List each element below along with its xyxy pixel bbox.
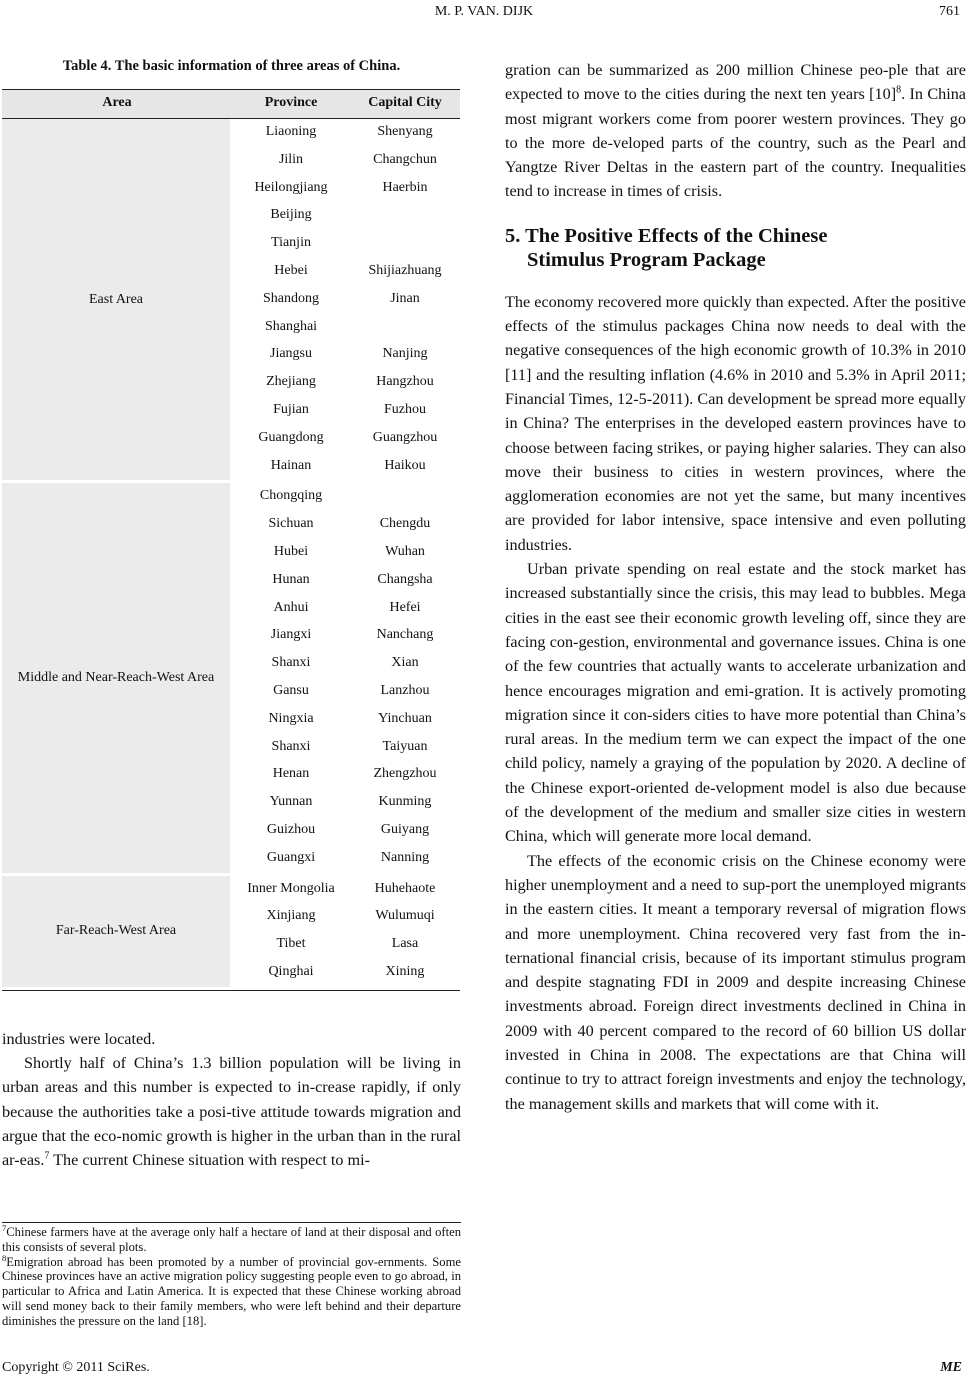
table-row [2, 147, 460, 175]
running-header-author: M. P. VAN. DIJK [434, 4, 534, 19]
capital-city-cell: Jinan [390, 290, 420, 306]
province-cell: Shanxi [271, 655, 311, 671]
table-row [2, 817, 460, 845]
capital-city-cell: Haerbin [382, 179, 428, 195]
right-paragraph-2: The economy recovered more quickly than expected. After the positive effects of the stimulus packages China now needs to deal with the negative consequences of the high economic growth of 10.3% in 2010 [11] and the resulting inflation (4.6% in 2010 and 5.3% in April 2011; Financial Times, 12-5-2011). Can development be spread more equally in China? The enterprises in the developed eastern provinces have to choose between facing strikes, or paying higher salaries. They can also move their business to cities in western provinces, where the agglomeration economies are not yet the same, but many incentives are provided for labor intensive, space intensive and even polluting industries. [505, 292, 966, 554]
column-header-province: Province [264, 95, 318, 110]
capital-city-cell: Fuzhou [384, 401, 426, 417]
province-cell: Sichuan [268, 516, 314, 532]
table-row [2, 202, 460, 230]
capital-city-cell: Yinchuan [378, 710, 432, 726]
footer-journal: ME [940, 1360, 962, 1375]
capital-city-cell: Zhengzhou [373, 766, 437, 782]
province-cell: Zhejiang [266, 374, 316, 390]
province-cell: Fujian [273, 401, 309, 417]
table-row [2, 761, 460, 789]
table-caption: Table 4. The basic information of three areas of China. [62, 58, 401, 74]
table-row [2, 734, 460, 762]
table-row [2, 286, 460, 314]
capital-city-cell: Chengdu [379, 516, 431, 532]
capital-city-cell: Haikou [384, 457, 426, 473]
footnotes [2, 1222, 461, 1329]
table-row [2, 341, 460, 369]
right-column [505, 58, 966, 1116]
area-cell: Middle and Near-Reach-West Area [2, 483, 230, 872]
province-cell: Hunan [272, 571, 310, 587]
province-cell: Heilongjiang [254, 179, 328, 195]
table-row [2, 678, 460, 706]
province-cell: Jiangsu [270, 346, 312, 362]
table-row [2, 258, 460, 286]
province-cell: Gansu [273, 682, 309, 698]
table-row [2, 314, 460, 342]
province-cell: Hebei [274, 262, 308, 278]
capital-city-cell: Xian [391, 655, 419, 671]
right-paragraph-3: Urban private spending on real estate and the stock market has increased substantially since the crisis, this may lead to bubbles. Mega cities in the east see their economic growth leveling off, since they are facing con-gestion, environmental and governance issues. China is one of the few countries that actually wants to accelerate urbanization and hence encourages migration and emi-gration. It is actively promoting migration since it con-siders cities to have more potential than China’s rural areas. In the medium term we can expect the impact of the one child policy, namely a graying of the population by 2020. A decline of the Chinese export-oriented de-velopment model is also due because of the development of the medium and smaller size cities in western China, which will generate more local demand. [505, 560, 966, 846]
province-cell: Jiangxi [270, 627, 312, 643]
table-row [2, 453, 460, 481]
left-paragraph-2: Shortly half of China’s 1.3 billion population will be living in urban areas and this number is expected to in-crease rapidly, if only because the authorities take a posi-tive attitude towards migration and argue that the eco-nomic growth is higher in the urban than in the rural ar-eas.$^7$ The current Chinese situation with respect to mi- [2, 1054, 461, 1170]
areas-table [2, 89, 460, 991]
footnote-ref-7[interactable]: 7 [44, 1150, 50, 1162]
province-cell: Shandong [263, 290, 319, 306]
province-cell: Xinjiang [266, 908, 316, 924]
capital-city-cell: Wuhan [385, 543, 425, 559]
province-cell: Shanghai [264, 318, 318, 334]
table-row [2, 119, 460, 147]
province-cell: Yunnan [269, 794, 313, 810]
area-cell: Far-Reach-West Area [2, 876, 230, 987]
province-cell: Shanxi [271, 738, 311, 754]
capital-city-cell: Xining [385, 963, 425, 979]
province-cell: Hubei [273, 543, 309, 559]
table-row [2, 903, 460, 931]
footnote-8: $^8$Emigration abroad has been promoted by a number of provincial gov-ernments. Some Chinese provinces have an active migration policy suggesting people even to go abroad, in particular to Africa and Latin America. It is expected that these Chinese working abroad will send money back to their family members, who were left behind and their departure diminishes the pressure on the land [18]. [2, 1252, 461, 1328]
table-bottom-rule [2, 990, 460, 991]
province-cell: Liaoning [265, 124, 317, 139]
capital-city-cell: Changchun [373, 151, 437, 167]
table-row [2, 539, 460, 567]
capital-city-cell: Hangzhou [376, 374, 434, 390]
province-cell: Ningxia [268, 710, 314, 726]
table-row [2, 876, 460, 904]
capital-city-cell: Guiyang [380, 821, 430, 837]
capital-city-cell: Kunming [378, 794, 432, 810]
capital-city-cell: Nanning [380, 849, 430, 865]
table-row [2, 959, 460, 987]
capital-city-cell: Nanchang [376, 627, 434, 643]
capital-city-cell: Lasa [391, 936, 419, 952]
area-group [2, 483, 460, 875]
province-cell: Henan [272, 766, 310, 782]
province-cell: Hainan [270, 457, 312, 473]
column-header-area: Area [102, 95, 132, 110]
table-row [2, 789, 460, 817]
area-cell: East Area [2, 119, 230, 480]
table-row [2, 369, 460, 397]
page-number: 761 [939, 4, 960, 19]
province-cell: Guangdong [258, 429, 324, 445]
left-paragraph-1: industries were located. [2, 1029, 156, 1048]
capital-city-cell: Changsha [377, 571, 433, 587]
province-cell: Inner Mongolia [247, 880, 335, 896]
footnote-7: $^7$Chinese farmers have at the average only half a hectare of land at their disposal and often this consists of several plots. [2, 1222, 461, 1254]
province-cell: Jilin [278, 151, 304, 167]
province-cell: Qinghai [268, 963, 314, 979]
column-header-capital-city: Capital City [368, 95, 442, 110]
right-paragraph-4: The effects of the economic crisis on the Chinese economy were higher unemployment and a need to sup-port the unemployed migrants in the eastern cities. It meant a temporary reversal of migration flows and more unemployment. China recovered very fast from the in-ternational financial crisis, because of its important stimulus program and despite stagnating FDI in 2009 and despite increasing Chinese investments abroad. Foreign direct investments declined in China in 2009 with 40 percent compared to the record of 60 billion US dollar invested in China in 2008. The expectations are that China will continue to try to attract foreign investments and enjoy the technology, the management skills and markets that will come with it. [505, 851, 966, 1113]
table-row [2, 483, 460, 511]
capital-city-cell: Huhehaote [374, 880, 436, 896]
province-cell: Tibet [276, 936, 306, 952]
capital-city-cell: Nanjing [382, 346, 428, 362]
capital-city-cell: Taiyuan [382, 738, 428, 754]
capital-city-cell: Lanzhou [380, 682, 430, 698]
province-cell: Beijing [270, 207, 312, 223]
table-row [2, 931, 460, 959]
area-group [2, 119, 460, 483]
table-row [2, 706, 460, 734]
table-row [2, 397, 460, 425]
area-group [2, 876, 460, 990]
table-header-row [2, 89, 460, 119]
table-row [2, 511, 460, 539]
footer-copyright: Copyright © 2011 SciRes. [2, 1360, 150, 1375]
footnote-ref-8[interactable]: 8 [896, 84, 902, 96]
capital-city-cell: Shijiazhuang [368, 262, 442, 278]
capital-city-cell: Wulumuqi [375, 908, 435, 924]
table-row [2, 622, 460, 650]
left-column [2, 58, 461, 1172]
right-paragraph-1: gration can be summarized as 200 million Chinese peo-ple that are expected to move to the cities during the next ten years $[10]^8$. In China most migrant workers come from poorer western provinces. They go to the more de-veloped parts of the country, such as the Pearl and Yangtze River Deltas in the eastern part of the country. Inequalities tend to increase in times of crisis. [505, 61, 966, 201]
table-row [2, 650, 460, 678]
province-cell: Guangxi [266, 849, 316, 865]
capital-city-cell: Guangzhou [372, 429, 438, 445]
table-row [2, 175, 460, 203]
capital-city-cell: Hefei [389, 599, 421, 615]
province-cell: Anhui [273, 599, 309, 615]
province-cell: Chongqing [259, 488, 323, 504]
section-heading: 5. The Positive Effects of the Chinese Stimulus Program Package [505, 224, 828, 271]
table-row [2, 567, 460, 595]
table-row [2, 425, 460, 453]
table-row [2, 230, 460, 258]
table-body [2, 119, 460, 990]
capital-city-cell: Shenyang [377, 124, 433, 139]
table-row [2, 845, 460, 873]
province-cell: Tianjin [271, 235, 311, 251]
province-cell: Guizhou [266, 821, 316, 837]
table-row [2, 595, 460, 623]
